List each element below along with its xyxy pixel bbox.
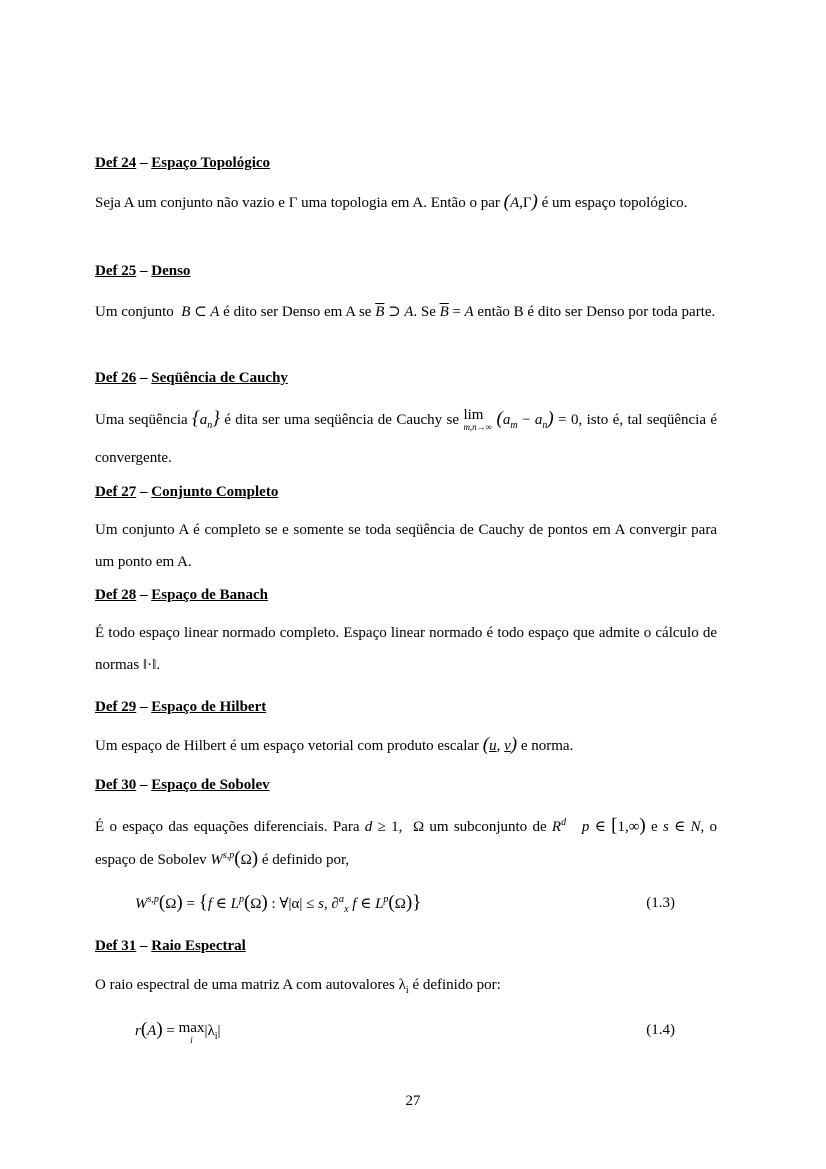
equation-1-3: W$^{s,p}$(Ω) = {f ∈ $L^p(\Omega)$ : ∀|α| ≤ s, ∂$^\alpha_x$ f ∈ $L^p(\Omega)$} (1.3) bbox=[135, 888, 675, 918]
def-title: Espaço Topológico bbox=[151, 155, 271, 171]
def-title: Raio Espectral bbox=[151, 938, 246, 954]
def-25-body: Um conjunto B ⊂ A é dito ser Denso em A se $\overline{B}$ ⊃ A. Se $\overline{B} = A$ então B é dito ser Denso por toda parte. bbox=[95, 304, 716, 320]
def-31-body: O raio espectral de uma matriz A com autovalores $\lambda_i$ é definido por: bbox=[95, 977, 501, 996]
def-30-body: É o espaço das equações diferenciais. Para d ≥ 1, Ω um subconjunto de $R^d$ p ∈ [1,∞) e s ∈ N, o espaço de Sobolev W$^{s,p}$(Ω) é definido por, bbox=[95, 815, 718, 869]
def-label: Def 29 bbox=[95, 699, 137, 715]
equation-number: (1.3) bbox=[646, 895, 675, 911]
equation-number: (1.4) bbox=[646, 1022, 675, 1038]
def-29-body: Um espaço de Hilbert é um espaço vetorial com produto escalar (u, v) e norma. bbox=[95, 734, 574, 755]
def-label: Def 30 bbox=[95, 777, 137, 793]
def-title: Conjunto Completo bbox=[151, 484, 279, 500]
def-title: Espaço de Hilbert bbox=[151, 699, 267, 715]
def-title: Seqüência de Cauchy bbox=[151, 370, 288, 386]
def-title: Denso bbox=[151, 263, 191, 279]
def-24-heading: Def 24 – Espaço Topológico bbox=[95, 155, 271, 171]
def-label: Def 24 bbox=[95, 155, 137, 171]
def-label: Def 28 bbox=[95, 587, 137, 603]
def-27-heading: Def 27 – Conjunto Completo bbox=[95, 484, 279, 500]
def-label: Def 31 bbox=[95, 938, 137, 954]
def-26-body: Uma seqüência $\{a_n\}$ é dita ser uma seqüência de Cauchy se lim m,n→∞ $(a_m - a_n) = 0$, isto é, tal seqüência é convergente. bbox=[95, 407, 718, 466]
def-label: Def 27 bbox=[95, 484, 137, 500]
def-label: Def 26 bbox=[95, 370, 137, 386]
def-26-heading: Def 26 – Seqüência de Cauchy bbox=[95, 370, 288, 386]
def-title: Espaço de Sobolev bbox=[151, 777, 270, 793]
def-28-body: É todo espaço linear normado completo. Espaço linear normado é todo espaço que admite o cálculo de normas ‖·‖. bbox=[95, 625, 717, 673]
equation-1-4: r(A) = max i $|\lambda_i|$ (1.4) bbox=[135, 1015, 675, 1045]
def-title: Espaço de Banach bbox=[151, 587, 268, 603]
page-number: 27 bbox=[405, 1093, 421, 1109]
def-25-heading: Def 25 – Denso bbox=[95, 263, 191, 279]
def-label: Def 25 bbox=[95, 263, 137, 279]
def-24-body: Seja A um conjunto não vazio e Γ uma topologia em A. Então o par (A,Γ) é um espaço topológico. bbox=[95, 191, 688, 212]
def-29-heading: Def 29 – Espaço de Hilbert bbox=[95, 699, 267, 715]
def-31-heading: Def 31 – Raio Espectral bbox=[95, 938, 246, 954]
def-28-heading: Def 28 – Espaço de Banach bbox=[95, 587, 268, 603]
def-30-heading: Def 30 – Espaço de Sobolev bbox=[95, 777, 270, 793]
def-27-body: Um conjunto A é completo se e somente se toda seqüência de Cauchy de pontos em A convergir para um ponto em A. bbox=[95, 522, 717, 570]
